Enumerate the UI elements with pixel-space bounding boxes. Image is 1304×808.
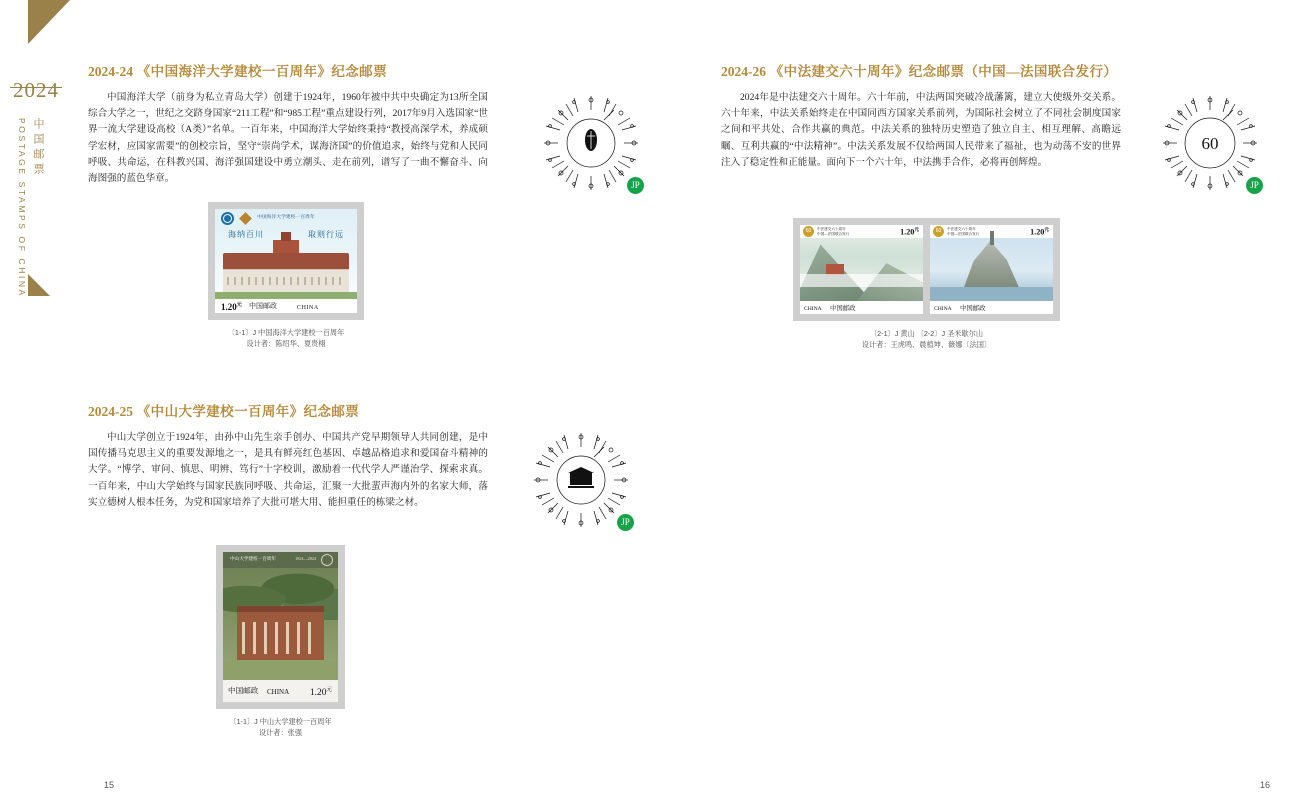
stamp-perforation xyxy=(215,209,357,313)
section-title-2024-25: 《中山大学建校一百周年》纪念邮票 xyxy=(136,404,360,419)
stamp-picture-huangshan xyxy=(800,238,923,301)
section-title-2024-24: 《中国海洋大学建校一百周年》纪念邮票 xyxy=(136,64,387,79)
stamp-perforation xyxy=(800,225,923,314)
stamp-image-mont-saint-michel xyxy=(930,225,1053,314)
section-2024-24-heading xyxy=(88,60,485,80)
spine-label-cn: 中国邮票 xyxy=(32,118,44,178)
right-page xyxy=(687,0,1304,808)
ornament-university-emblem-sunburst xyxy=(536,88,646,198)
stamp-calligraphy-left: 海纳百川 xyxy=(228,230,264,239)
spine-year xyxy=(10,78,62,103)
section-code-2024-26: 2024-26 xyxy=(721,64,766,79)
stamp-calligraphy-right: 取则行远 xyxy=(308,230,344,239)
caption-line-2: 设计者：王虎鸣、晨植坤、薇娜〔法国〕 xyxy=(861,340,992,349)
section-2024-25-body: 中山大学创立于1924年，由孙中山先生亲手创办、中国共产党早期领导人共同创建，是中国传播马克思主义的重要发源地之一，是具有鲜亮红色基因、卓越品格追求和爱国奋斗精神的大学。“博学、审问、慎思、明辨、笃行”十字校训，激励着一代代学人严谨治学、探索求真。一百年来，中山大学始终与国家民族同呼吸、共命运，汇聚一大批蜚声海内外的名家大师，落实立德树人根本任务，为党和国家培养了大批可堪大用、能担重任的栋梁之材。 xyxy=(88,432,488,508)
jp-mark-icon: JP xyxy=(1246,177,1263,194)
stamp-caption-2024-24 xyxy=(208,327,364,349)
jp-mark-icon: JP xyxy=(617,514,634,531)
stamp-top-band xyxy=(800,225,923,238)
stamp-post-en: CHINA xyxy=(804,305,822,312)
section-2024-25-heading xyxy=(88,400,488,420)
jp-mark-icon: JP xyxy=(627,177,644,194)
section-2024-26-body: 2024年是中法建交六十周年。六十年前，中法两国突破冷战藩篱，建立大使级外交关系。六十年来，中法关系始终走在中国同西方国家关系前列，为国际社会树立了不同社会制度国家之间和平共处、合作共赢的典范。中法关系的独特历史塑造了独立自主、相互理解、高瞻远瞩、互利共赢的“中法精神”。中法关系发展不仅给两国人民带来了福祉，也为动荡不安的世界注入了稳定性和正能量。面向下一个六十年，中法携手合作，必将再创辉煌。 xyxy=(721,92,1121,168)
page-number-left: 15 xyxy=(104,780,115,790)
stamp-bottom-bar xyxy=(930,301,1053,314)
stamp-building-illustration xyxy=(237,606,324,662)
stamp-seal-icon xyxy=(321,554,333,566)
stamp-image-sun-yat-sen-university xyxy=(223,552,338,702)
decorative-spine xyxy=(0,0,70,808)
spine-year-text: 2024 xyxy=(13,78,59,102)
page-number-right: 16 xyxy=(1259,780,1270,790)
stamp-block-2024-25 xyxy=(216,545,345,738)
stamp-header-text: 中法建交六十周年 中国—法国联合发行 xyxy=(947,226,980,236)
caption-line-2: 设计者：张强 xyxy=(258,728,303,737)
stamp-bottom-bar xyxy=(800,301,923,314)
stamp-picture-mont-saint-michel xyxy=(930,238,1053,301)
spine-triangle-bottom-icon xyxy=(28,274,50,296)
stamp-header-text: 中国海洋大学建校一百周年 xyxy=(257,214,315,219)
section-2024-26-heading xyxy=(721,60,1141,80)
stamp-block-2024-24 xyxy=(208,202,364,349)
stamp-block-2024-26 xyxy=(793,218,1060,350)
stamp-perforation xyxy=(223,552,338,702)
stamp-image-huangshan xyxy=(800,225,923,314)
stamp-frame xyxy=(793,218,1060,321)
section-2024-24-body: 中国海洋大学（前身为私立青岛大学）创建于1924年，1960年被中共中央确定为13所全国综合大学之一，世纪之交跻身国家“211工程”和“985工程”重点建设行列，2017年9月入选国家“世界一流大学建设高校（A类）”名单。一百年来，中国海洋大学始终秉持“教授高深学术，养成硕学宏材，应国家需要”的创校宗旨，坚守“崇尚学术，谋海济国”的价值追求，始终与党和人民同呼吸、共命运，在科教兴国、海洋强国建设中勇立潮头、走在前列，谱写了一曲不懈奋斗、向海图强的蓝色华章。 xyxy=(88,92,488,185)
stamp-post-en: CHINA xyxy=(934,305,952,312)
caption-line-1: 〔2-1〕J 黄山 〔2-2〕J 圣米歇尔山 xyxy=(869,329,984,338)
stamp-header-text: 中法建交六十周年 中国—法国联合发行 xyxy=(817,226,850,236)
building-glyph-icon xyxy=(568,467,594,488)
anniversary-number-glyph: 60 xyxy=(1201,134,1219,153)
spine-triangle-top-icon xyxy=(28,0,70,44)
stamp-post-cn: 中国邮政 xyxy=(249,302,277,310)
anniversary-logo-icon: 60 xyxy=(803,226,814,237)
stamp-header-text: 中山大学建校一百周年 xyxy=(230,556,276,561)
stamp-header-years: 1924—2024 xyxy=(295,556,316,561)
ornament-campus-building-sunburst xyxy=(526,425,636,535)
stamp-post-cn: 中国邮政 xyxy=(960,305,986,312)
stamp-photo xyxy=(223,568,338,680)
stamp-building-illustration xyxy=(223,248,349,296)
caption-line-1: 〔1-1〕J 中国海洋大学建校一百周年 xyxy=(227,328,345,337)
section-code-2024-24: 2024-24 xyxy=(88,64,133,79)
stamp-image-ocean-university xyxy=(215,209,357,313)
stamp-denomination: $1.20^元$ xyxy=(1030,227,1049,237)
stamp-top-band xyxy=(223,552,338,568)
stamp-frame xyxy=(208,202,364,320)
stamp-perforation xyxy=(930,225,1053,314)
left-page xyxy=(70,0,687,808)
caption-line-2: 设计者：陈绍华、夏贵栩 xyxy=(246,339,326,348)
stamp-denomination: $1.20^元$ xyxy=(309,686,332,698)
stamp-post-cn: 中国邮政 xyxy=(830,305,856,312)
spine-label-en: POSTAGE STAMPS OF CHINA xyxy=(17,118,27,298)
stamp-lawn xyxy=(223,660,338,680)
stamp-post-cn: 中国邮政 xyxy=(228,686,259,695)
stamp-denomination: $1.20^元$ xyxy=(900,227,919,237)
stamp-pair-row xyxy=(800,225,1053,314)
stamp-denomination: $1.20^元$ xyxy=(221,302,242,312)
stamp-post-en: CHINA xyxy=(267,687,290,696)
stamp-post-en: CHINA xyxy=(297,303,319,311)
anniversary-logo-icon: 60 xyxy=(933,226,944,237)
stamp-frame xyxy=(216,545,345,709)
ornament-sixty-anniversary-sunburst xyxy=(1155,88,1265,198)
stamp-caption-2024-26 xyxy=(793,328,1060,350)
caption-line-1: 〔1-1〕J 中山大学建校一百周年 xyxy=(229,717,332,726)
stamp-caption-2024-25 xyxy=(216,716,345,738)
section-title-2024-26: 《中法建交六十周年》纪念邮票（中国—法国联合发行） xyxy=(769,64,1118,79)
section-code-2024-25: 2024-25 xyxy=(88,404,133,419)
